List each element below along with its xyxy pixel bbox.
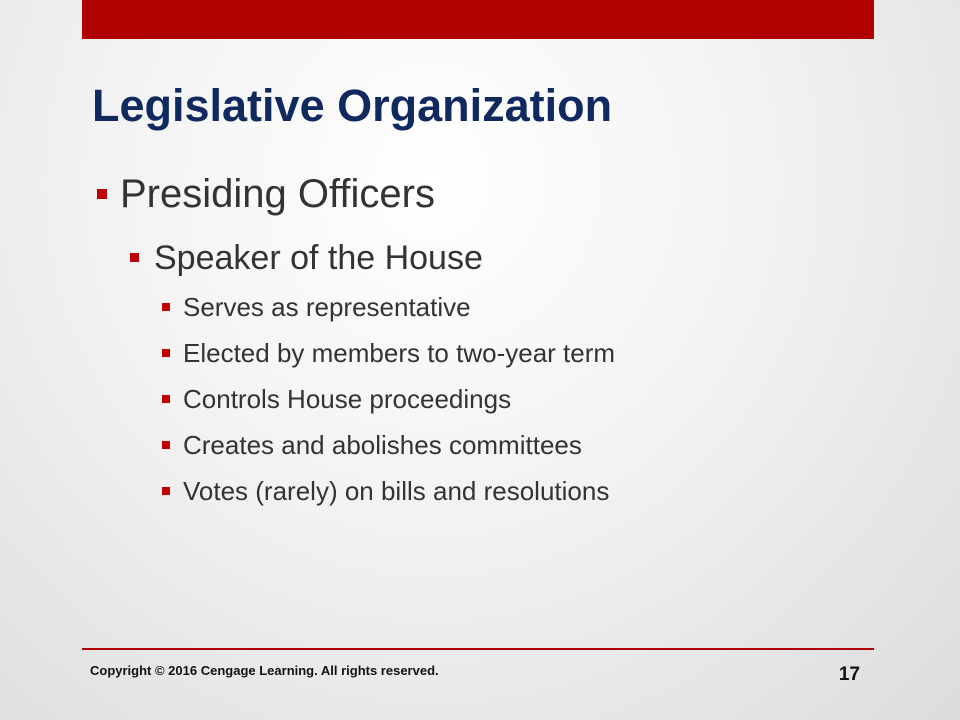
bullet-item-sub (183, 430, 582, 461)
bullet-item-sub (183, 292, 471, 323)
bullet-item-sub (183, 338, 615, 369)
top-accent-bar (82, 0, 874, 39)
bullet-text: Serves as representative (183, 292, 471, 322)
square-bullet-icon (162, 349, 170, 357)
square-bullet-icon (162, 303, 170, 311)
footer-divider (82, 648, 874, 650)
square-bullet-icon (130, 253, 139, 262)
bullet-item-sub (183, 384, 511, 415)
bullet-item-sub (183, 476, 609, 507)
bullet-text: Presiding Officers (120, 172, 435, 216)
copyright-notice: Copyright © 2016 Cengage Learning. All rights reserved. (90, 663, 439, 678)
square-bullet-icon (162, 441, 170, 449)
bullet-text: Speaker of the House (154, 239, 483, 277)
bullet-text: Elected by members to two-year term (183, 338, 616, 368)
bullet-text: Creates and abolishes committees (183, 430, 582, 460)
square-bullet-icon (97, 189, 107, 199)
bullet-text: Votes (rarely) on bills and resolutions (183, 476, 610, 506)
square-bullet-icon (162, 395, 170, 403)
bullet-item-presiding-officers (120, 172, 435, 217)
page-number: 17 (838, 664, 860, 685)
slide-title: Legislative Organization (92, 80, 613, 131)
bullet-item-speaker (154, 239, 483, 278)
bullet-text: Controls House proceedings (183, 384, 512, 414)
square-bullet-icon (162, 487, 170, 495)
